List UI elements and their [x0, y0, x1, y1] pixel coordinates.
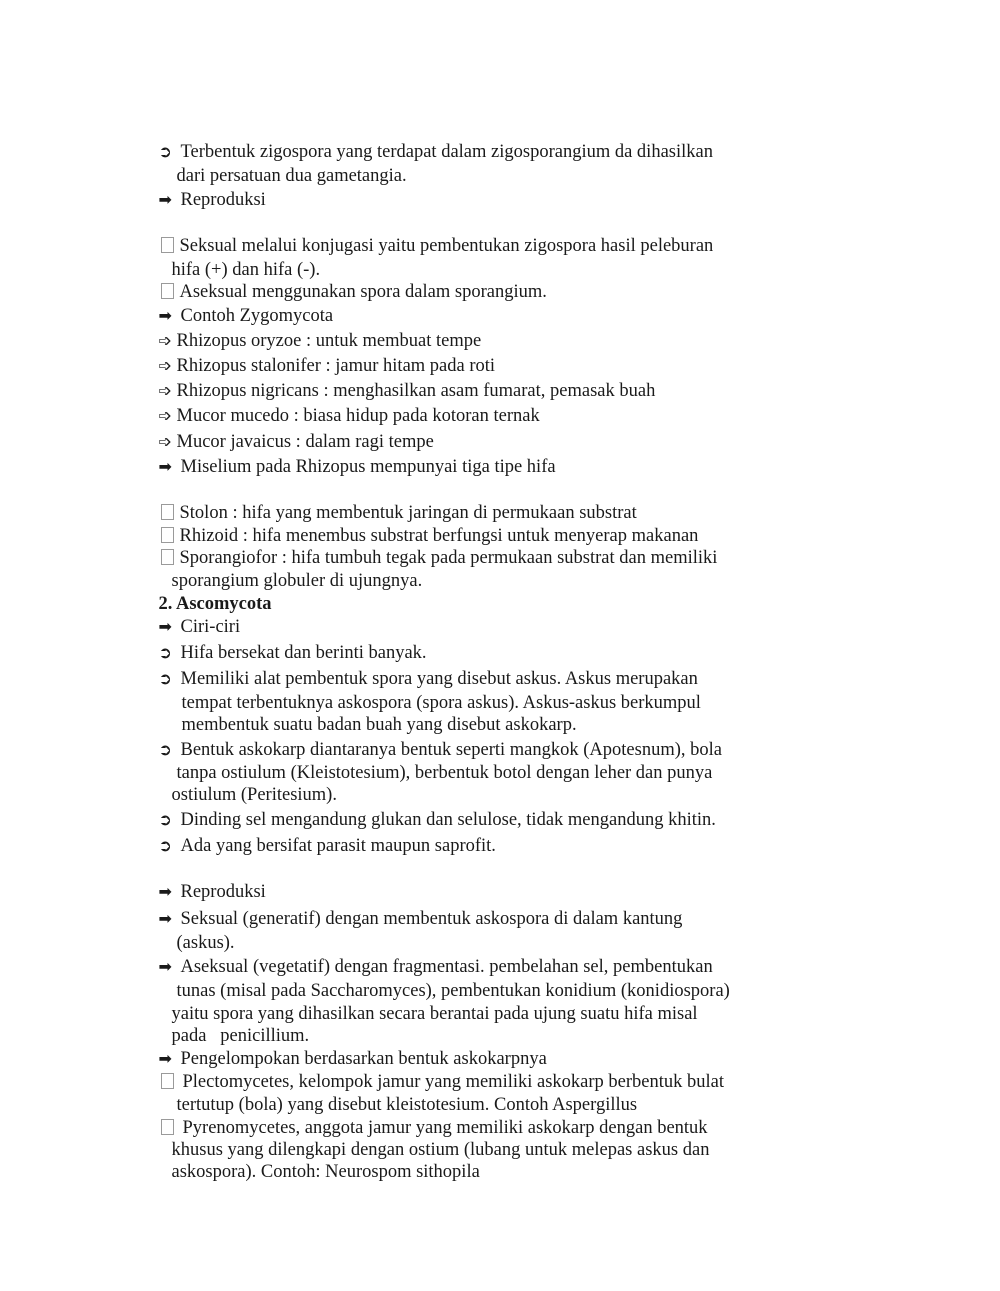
outline-arrow-icon: ➩	[158, 331, 172, 350]
text-line-15: Rhizoid : hifa menembus substrat berfungsi untuk menyerap makanan	[142, 503, 698, 569]
text-line-38: tertutup (bola) yang disebut kleistotesium. Contoh Aspergillus	[176, 1095, 638, 1115]
text-line-6: Aseksual menggunakan spora dalam sporangium.	[142, 259, 547, 325]
text-line-4: Seksual melalui konjugasi yaitu pembentukan zigospora hasil peleburan	[142, 213, 713, 279]
text-line-27: ➲ Dinding sel mengandung glukan dan selulose, tidak mengandung khitin.	[158, 810, 716, 830]
text-line-22: tempat terbentuknya askospora (spora askus). Askus-askus berkumpul	[181, 693, 701, 713]
text-line-1: ➲ Terbentuk zigospora yang terdapat dalam zigosporangium da dihasilkan	[158, 142, 713, 162]
text-line-3: ➡ Reproduksi	[158, 190, 266, 210]
text-line-39: Pyrenomycetes, anggota jamur yang memiliki askokarp dengan bentuk	[142, 1095, 708, 1161]
text-line-33: tunas (misal pada Saccharomyces), pembentukan konidium (konidiospora)	[176, 981, 730, 1001]
text-line-31: (askus).	[176, 933, 235, 953]
text-line-7: ➡ Contoh Zygomycota	[158, 306, 334, 326]
text-line-5: hifa (+) dan hifa (-).	[171, 260, 321, 280]
right-arrow-icon: ➡	[158, 1049, 172, 1068]
right-arrow-icon: ➡	[158, 909, 172, 928]
text-line-29: ➡ Reproduksi	[158, 882, 266, 902]
text-line-19: ➡ Ciri-ciri	[158, 617, 241, 637]
text-line-40: khusus yang dilengkapi dengan ostium (lubang untuk melepas askus dan	[171, 1140, 710, 1160]
right-arrow-icon: ➡	[158, 617, 172, 636]
text-line-13: ➡ Miselium pada Rhizopus mempunyai tiga tipe hifa	[158, 457, 556, 477]
text-line-10: ➩ Rhizopus nigricans : menghasilkan asam fumarat, pemasak buah	[158, 381, 656, 401]
outline-arrow-icon: ➩	[158, 356, 172, 375]
outline-arrow-icon: ➩	[158, 406, 172, 425]
curved-arrow-icon: ➲	[158, 142, 172, 161]
text-line-20: ➲ Hifa bersekat dan berinti banyak.	[158, 643, 427, 663]
text-line-14: Stolon : hifa yang membentuk jaringan di permukaan substrat	[142, 480, 637, 546]
text-line-36: ➡ Pengelompokan berdasarkan bentuk askokarpnya	[158, 1049, 547, 1069]
text-line-37: Plectomycetes, kelompok jamur yang memiliki askokarp berbentuk bulat	[142, 1049, 724, 1115]
section-heading: 2. Ascomycota	[158, 594, 272, 614]
text-line-12: ➩ Mucor javaicus : dalam ragi tempe	[158, 432, 434, 452]
right-arrow-icon: ➡	[158, 457, 172, 476]
outline-arrow-icon: ➩	[158, 381, 172, 400]
text-line-8: ➩ Rhizopus oryzoe : untuk membuat tempe	[158, 331, 482, 351]
curved-arrow-icon: ➲	[158, 740, 172, 759]
text-line-26: ostiulum (Peritesium).	[171, 785, 337, 805]
text-line-2: dari persatuan dua gametangia.	[176, 166, 407, 186]
text-line-30: ➡ Seksual (generatif) dengan membentuk askospora di dalam kantung	[158, 909, 683, 929]
curved-arrow-icon: ➲	[158, 836, 172, 855]
right-arrow-icon: ➡	[158, 882, 172, 901]
text-line-41: askospora). Contoh: Neurospom sithopila	[171, 1162, 480, 1182]
text-line-35: pada penicillium.	[171, 1026, 310, 1046]
text-line-32: ➡ Aseksual (vegetatif) dengan fragmentasi. pembelahan sel, pembentukan	[158, 957, 713, 977]
right-arrow-icon: ➡	[158, 190, 172, 209]
outline-arrow-icon: ➩	[158, 432, 172, 451]
curved-arrow-icon: ➲	[158, 810, 172, 829]
text-line-24: ➲ Bentuk askokarp diantaranya bentuk seperti mangkok (Apotesnum), bola	[158, 740, 722, 760]
text-line-23: membentuk suatu badan buah yang disebut askokarp.	[181, 715, 577, 735]
curved-arrow-icon: ➲	[158, 643, 172, 662]
text-line-28: ➲ Ada yang bersifat parasit maupun saprofit.	[158, 836, 496, 856]
text-line-25: tanpa ostiulum (Kleistotesium), berbentuk botol dengan leher dan punya	[176, 763, 713, 783]
text-line-9: ➩ Rhizopus stalonifer : jamur hitam pada roti	[158, 356, 496, 376]
curved-arrow-icon: ➲	[158, 669, 172, 688]
right-arrow-icon: ➡	[158, 306, 172, 325]
right-arrow-icon: ➡	[158, 957, 172, 976]
text-line-17: sporangium globuler di ujungnya.	[171, 571, 423, 591]
text-line-16: Sporangiofor : hifa tumbuh tegak pada permukaan substrat dan memiliki	[142, 525, 717, 591]
text-line-11: ➩ Mucor mucedo : biasa hidup pada kotoran ternak	[158, 406, 540, 426]
text-line-21: ➲ Memiliki alat pembentuk spora yang disebut askus. Askus merupakan	[158, 669, 698, 689]
text-line-34: yaitu spora yang dihasilkan secara berantai pada ujung suatu hifa misal	[171, 1004, 698, 1024]
